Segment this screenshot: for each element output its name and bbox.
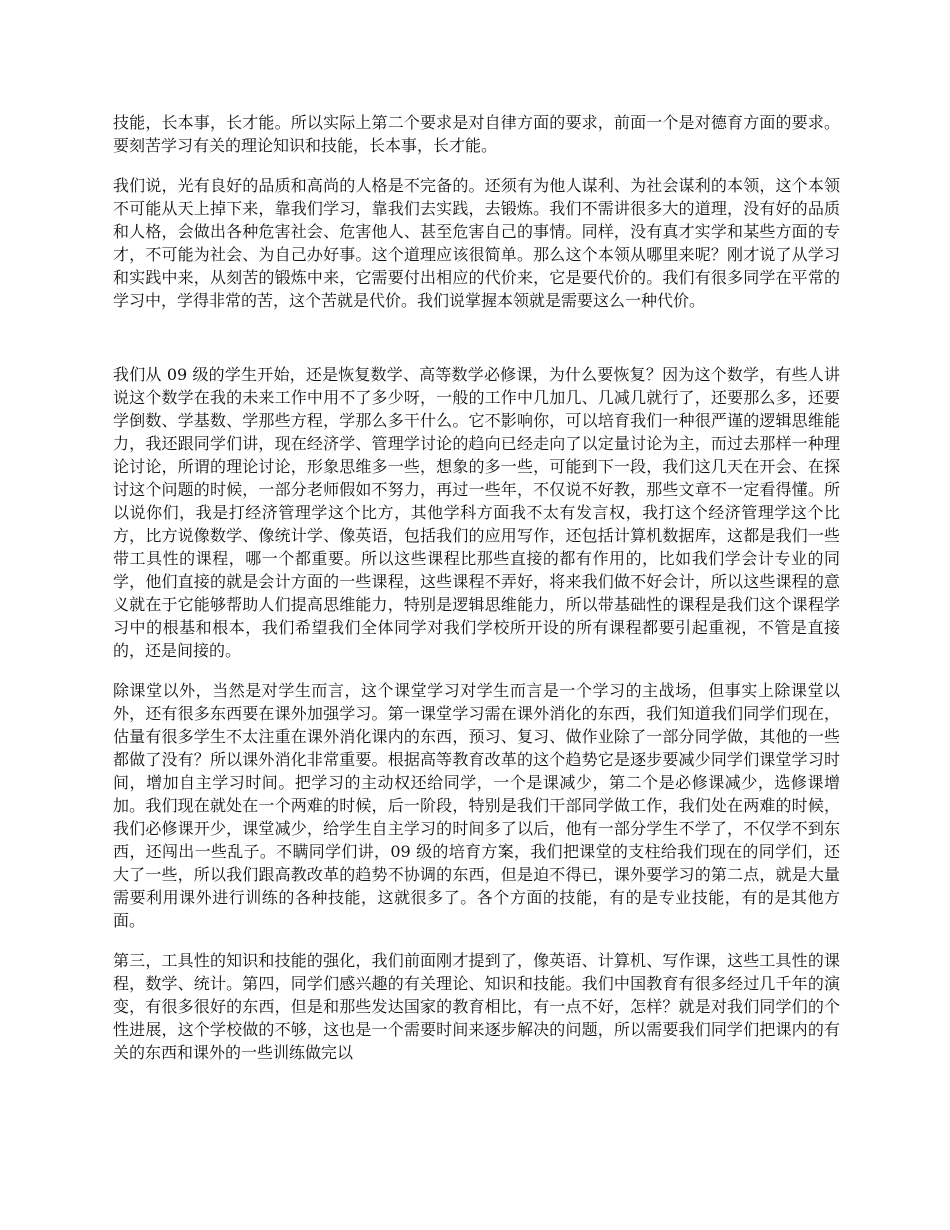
paragraph-1: 技能，长本事，长才能。所以实际上第二个要求是对自律方面的要求，前面一个是对德育方面的要求。要刻苦学习有关的理论知识和技能，长本事，长才能。	[113, 113, 840, 155]
paragraph-5: 第三，工具性的知识和技能的强化，我们前面刚才提到了，像英语、计算机、写作课，这些工具性的课程，数学、统计。第四，同学们感兴趣的有关理论、知识和技能。我们中国教育有很多经过几千年的演变，有很多很好的东西，但是和那些发达国家的教育相比，有一点不好，怎样？就是对我们同学们的个性进展，这个学校做的不够，这也是一个需要时间来逐步解决的问题，所以需要我们同学们把课内的有关的东西和课外的一些训练做完以	[113, 951, 840, 1062]
paragraph-2: 我们说，光有良好的品质和高尚的人格是不完备的。还须有为他人谋利、为社会谋利的本领，这个本领不可能从天上掉下来，靠我们学习，靠我们去实践，去锻炼。我们不需讲很多大的道理，没有好的品质和人格，会做出各种危害社会、危害他人、甚至危害自己的事情。同样，没有真才实学和某些方面的专才，不可能为社会、为自己办好事。这个道理应该很简单。那么这个本领从哪里来呢？刚才说了从学习和实践中来，从刻苦的锻炼中来，它需要付出相应的代价来，它是要代价的。我们有很多同学在平常的学习中，学得非常的苦，这个苦就是代价。我们说掌握本领就是需要这么一种代价。	[113, 176, 840, 310]
document-page	[113, 111, 840, 1064]
paragraph-3: 我们从 09 级的学生开始，还是恢复数学、高等数学必修课，为什么要恢复？因为这个数学，有些人讲说这个数学在我的未来工作中用不了多少呀，一般的工作中几加几、几减几就行了，还要那么多，还要学倒数、学基数、学那些方程，学那么多干什么。它不影响你，可以培育我们一种很严谨的逻辑思维能力，我还跟同学们讲，现在经济学、管理学讨论的趋向已经走向了以定量讨论为主，而过去那样一种理论讨论，所谓的理论讨论，形象思维多一些，想象的多一些，可能到下一段，我们这几天在开会、在探讨这个问题的时候，一部分老师假如不努力，再过一些年，不仅说不好教，那些文章不一定看得懂。所以说你们，我是打经济管理学这个比方，其他学科方面我不太有发言权，我打这个经济管理学这个比方，比方说像数学、像统计学、像英语，包括我们的应用写作，还包括计算机数据库，这都是我们一些带工具性的课程，哪一个都重要。所以这些课程比那些直接的都有作用的，比如我们学会计专业的同学，他们直接的就是会计方面的一些课程，这些课程不弄好，将来我们做不好会计，所以这些课程的意义就在于它能够帮助人们提高思维能力，特别是逻辑思维能力，所以带基础性的课程是我们这个课程学习中的根基和根本，我们希望我们全体同学对我们学校所开设的所有课程都要引起重视，不管是直接的，还是间接的。	[113, 365, 840, 660]
paragraph-4: 除课堂以外，当然是对学生而言，这个课堂学习对学生而言是一个学习的主战场，但事实上除课堂以外，还有很多东西要在课外加强学习。第一课堂学习需在课外消化的东西，我们知道我们同学们现在，估量有很多学生不太注重在课外消化课内的东西，预习、复习、做作业除了一部分同学做，其他的一些都做了没有？所以课外消化非常重要。根据高等教育改革的这个趋势它是逐步要减少同学们课堂学习时间，增加自主学习时间。把学习的主动权还给同学，一个是课减少，第二个是必修课减少，选修课增加。我们现在就处在一个两难的时候，后一阶段，特别是我们干部同学做工作，我们处在两难的时候，我们必修课开少，课堂减少，给学生自主学习的时间多了以后，他有一部分学生不学了，不仅学不到东西，还闯出一些乱子。不瞒同学们讲，09 级的培育方案，我们把课堂的支柱给我们现在的同学们，还大了一些，所以我们跟高教改革的趋势不协调的东西，但是迫不得已，课外要学习的第二点，就是大量需要利用课外进行训练的各种技能，这就很多了。各个方面的技能，有的是专业技能，有的是其他方面。	[113, 681, 840, 930]
